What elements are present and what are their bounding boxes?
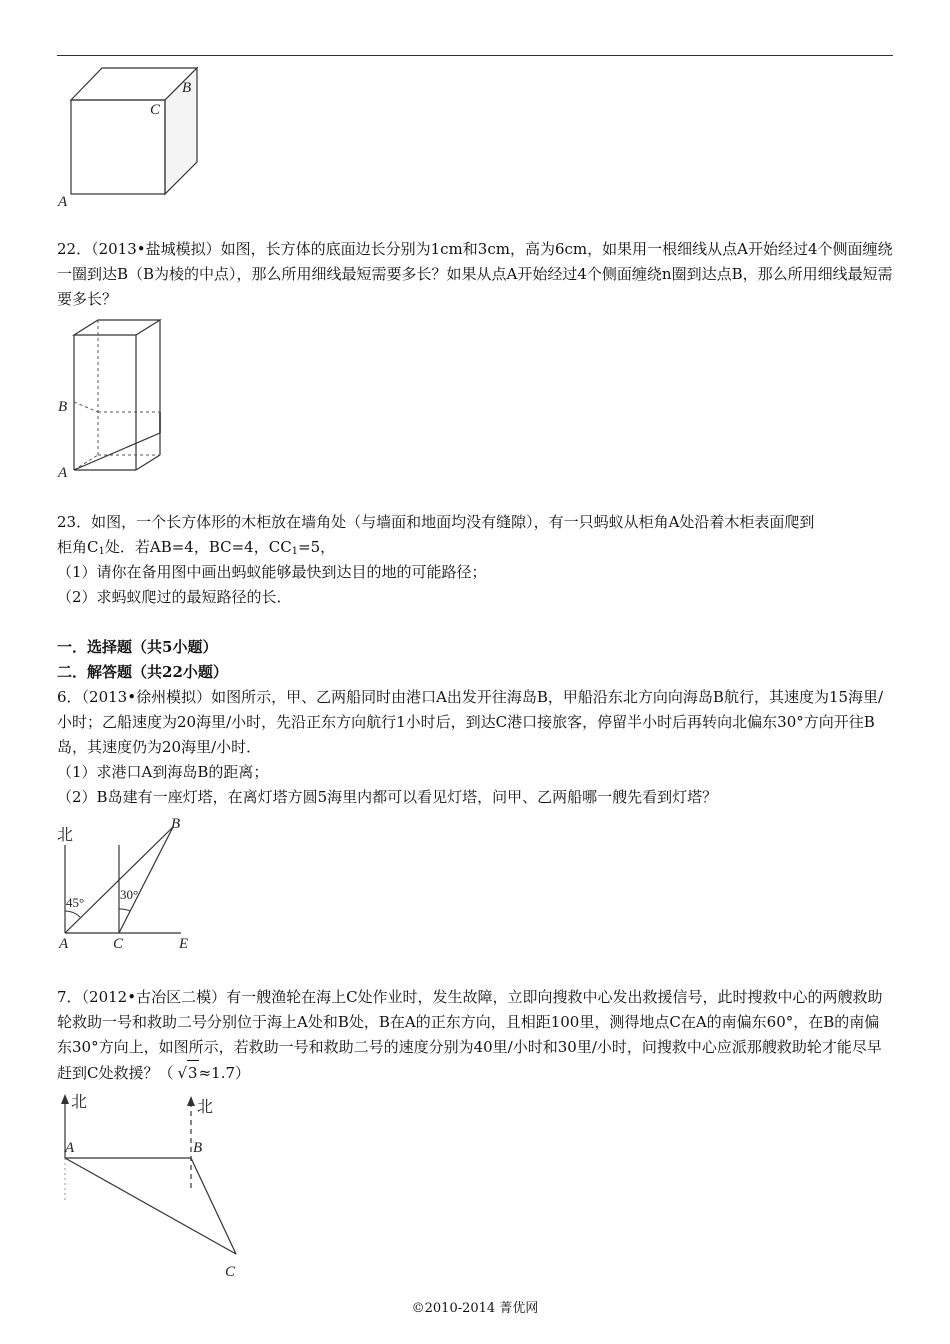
box-figure	[55, 315, 175, 480]
q6-part1: （1）求港口A到海岛B的距离；	[57, 763, 269, 781]
q6-part2: （2）B岛建有一座灯塔，在离灯塔方圆5海里内都可以看见灯塔，问甲、乙两船哪一艘先看到灯塔？	[57, 788, 718, 806]
q7-label-a: A	[65, 1140, 75, 1156]
q23-text-b: 处．若AB=4，BC=4，CC	[104, 538, 292, 556]
question-6	[57, 685, 893, 810]
q6-label-e: E	[179, 936, 189, 952]
q6-label-c: C	[113, 936, 124, 952]
q23-sub-2: 1	[291, 546, 299, 557]
q6-label-b: B	[171, 816, 181, 832]
header-rule	[57, 55, 893, 56]
q7-label-c: C	[225, 1264, 236, 1280]
box-label-b: B	[58, 399, 68, 415]
cube-label-a: A	[58, 194, 68, 210]
cube-figure	[55, 62, 215, 212]
page-footer: ©2010-2014 菁优网	[411, 1301, 539, 1316]
q23-line2	[57, 535, 893, 560]
sqrt-symbol: √3	[173, 1060, 198, 1086]
heading-choice: 一．选择题（共5小题）	[57, 638, 218, 656]
q6-figure	[55, 815, 205, 953]
q7-north-a: 北	[71, 1092, 88, 1111]
q7-north-arrow-b	[187, 1096, 195, 1106]
q6-angle-a: 45°	[66, 895, 85, 910]
question-22	[57, 237, 893, 312]
q6-north-label: 北	[57, 825, 74, 844]
box-label-a: A	[58, 465, 68, 481]
q23-text-a: 柜角C	[57, 538, 99, 556]
q23-text-c: =5，	[298, 538, 336, 556]
cube-label-b: B	[182, 80, 192, 96]
q7-north-arrow-a	[61, 1094, 69, 1104]
q22-number: 22．	[57, 240, 92, 258]
q7-north-b: 北	[197, 1097, 214, 1116]
question-23	[57, 510, 893, 610]
q23-part2: （2）求蚂蚁爬过的最短路径的长．	[57, 588, 292, 606]
q7-label-b: B	[193, 1140, 203, 1156]
q23-part1: （1）请你在备用图中画出蚂蚁能够最快到达目的地的可能路径；	[57, 563, 487, 581]
q6-text: 6．（2013•徐州模拟）如图所示，甲、乙两船同时由港口A出发开往海岛B，甲船沿东北方向向海岛B航行，其速度为15海里/小时；乙船速度为20海里/小时，先沿正东方向航行1小时后，到达C港口接旅客，停留半小时后再转向北偏东30°方向开往B岛，其速度仍为20海里/小时．	[57, 688, 884, 756]
q7-text	[57, 985, 893, 1086]
q7-body: 7．（2012•古冶区二模）有一艘渔轮在海上C处作业时，发生故障，立即向搜救中心发出救援信号，此时搜救中心的两艘救助轮救助一号和救助二号分别位于海上A处和B处，B在A的正东方向，且相距100里，测得地点C在A的南偏东60°，在B的南偏东30°方向上，如图所示，若救助一号和救助二号的速度分别为40里/小时和30里/小时，问搜救中心应派那艘救助轮才能尽早赶到C处救援？（	[57, 988, 883, 1082]
q6-label-a: A	[59, 936, 69, 952]
q7-approx: ≈1.7）	[198, 1064, 251, 1082]
q23-line1: 23．如图，一个长方体形的木柜放在墙角处（与墙面和地面均没有缝隙），有一只蚂蚁从柜角A处沿着木柜表面爬到	[57, 513, 815, 531]
section-headings	[57, 635, 893, 685]
q7-figure	[55, 1090, 255, 1285]
q6-angle-c: 30°	[120, 887, 139, 902]
heading-answer: 二．解答题（共22小题）	[57, 663, 228, 681]
question-7	[57, 985, 893, 1086]
q22-text: （2013•盐城模拟）如图，长方体的底面边长分别为1cm和3cm，高为6cm，如果用一根细线从点A开始经过4个侧面缠绕一圈到达B（B为棱的中点），那么所用细线最短需要多长？如果从点A开始经过4个侧面缠绕n圈到达点B，那么所用细线最短需要多长？	[57, 240, 893, 308]
sqrt-radicand: 3	[187, 1060, 199, 1086]
cube-label-c: C	[150, 102, 161, 118]
q23-sub-1: 1	[98, 546, 105, 557]
